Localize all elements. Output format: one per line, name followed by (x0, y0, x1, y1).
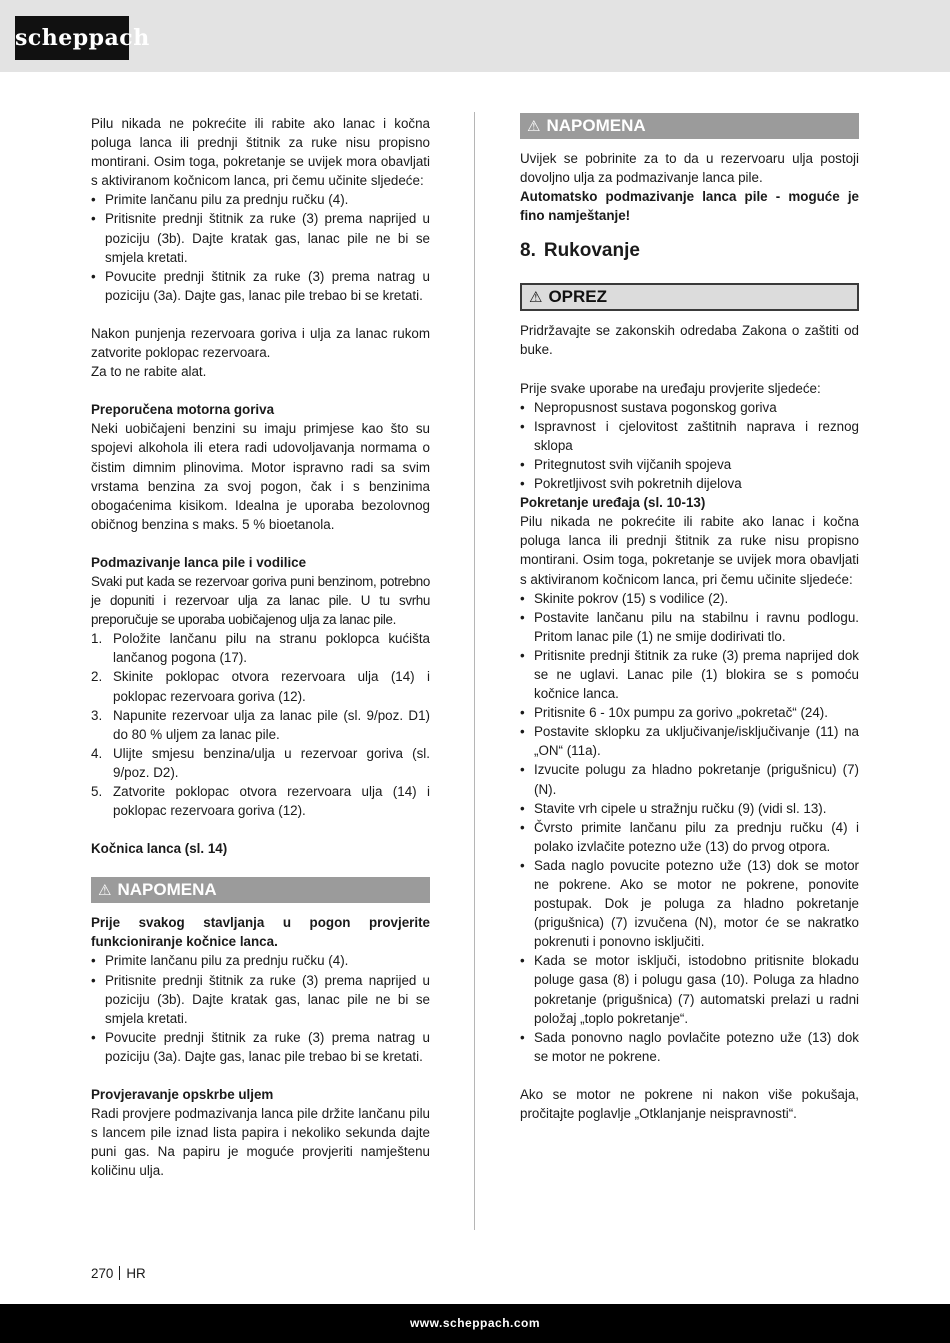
language-code: HR (126, 1266, 146, 1281)
list-item: • Izvucite polugu za hladno pokretanje (prigušnicu) (7) (Ν). (520, 760, 859, 798)
paragraph: Nakon punjenja rezervoara goriva i ulja za lanac rukom zatvorite poklopac rezervoara. (91, 325, 430, 361)
paragraph: Automatsko podmazivanje lanca pile - moguće je fino namještanje! (520, 189, 859, 224)
list-item: • Pritegnutost svih vijčanih spojeva (520, 455, 859, 474)
subheading: Kočnica lanca (sl. 14) (91, 841, 228, 857)
list-item: • Primite lančanu pilu za prednju ručku (4). (91, 951, 430, 970)
bullet-list (520, 589, 859, 1066)
list-item: 5. Zatvorite poklopac otvora rezervoara ulja (14) i poklopac rezervoara goriva (12). (91, 784, 430, 819)
page-footer-label (91, 1266, 146, 1281)
list-item: • Skinite pokrov (15) s vodilice (2). (520, 589, 859, 608)
numbered-list (91, 629, 430, 820)
list-item: • Nepropusnost sustava pogonskog goriva (520, 398, 859, 417)
list-item: • Povucite prednji štitnik za ruke (3) prema natrag u poziciju (3a). Dajte gas, lanac pile trebao bi se kretati. (91, 1028, 430, 1066)
note-box (520, 113, 859, 139)
subheading: Provjeravanje opskrbe uljem (91, 1087, 274, 1103)
paragraph: Ako se motor ne pokrene ni nakon više pokušaja, pročitajte poglavlje „Otklanjanje neispravnosti“. (520, 1086, 859, 1122)
paragraph: Za to ne rabite alat. (91, 364, 207, 380)
paragraph: Svaki put kada se rezervoar goriva puni benzinom, potrebno je dopuniti i rezervoar ulja za lanac pile. U tu svrhu preporučuje se uporaba uobičajenog ulja za lanac pile. (91, 573, 430, 628)
left-column (91, 114, 430, 1181)
subheading: Podmazivanje lanca pile i vodilice (91, 554, 307, 570)
note-box (91, 877, 430, 903)
website-link[interactable]: www.scheppach.com (409, 1316, 541, 1330)
caution-label: OPREZ (548, 287, 608, 307)
bullet-list (91, 190, 430, 305)
note-label: NAPOMENA (117, 880, 217, 900)
column-divider (474, 112, 475, 1230)
list-item: • Pritisnite prednji štitnik za ruke (3) prema naprijed dok se ne uglavi. Lanac pile (1) blokira se s pomoću kočnice lanca. (520, 646, 859, 703)
warning-icon: ⚠ (527, 117, 541, 135)
right-column (520, 113, 859, 1123)
paragraph: Prije svake uporabe na uređaju provjerite sljedeće: (520, 380, 821, 396)
list-item: • Povucite prednji štitnik za ruke (3) prema natrag u poziciju (3a). Dajte gas, lanac pile trebao bi se kretati. (91, 267, 430, 305)
list-item: 3. Napunite rezervoar ulja za lanac pile (sl. 9/poz. D1) do 80 % uljem za lanac pile. (91, 707, 430, 742)
list-item: • Pritisnite 6 - 10x pumpu za gorivo „pokretač“ (24). (520, 703, 859, 722)
paragraph: Prije svakog stavljanja u pogon provjerite funkcioniranje kočnice lanca. (91, 915, 430, 950)
warning-icon: ⚠ (98, 881, 112, 900)
list-item: • Pritisnite prednji štitnik za ruke (3) prema naprijed u poziciju (3b). Dajte kratak gas, lanac pile ne bi se smjela kretati. (91, 209, 430, 266)
brand-logo: scheppach (15, 16, 129, 60)
list-item: 1. Položite lančanu pilu na stranu poklopca kućišta lančanog pogona (17). (91, 631, 430, 666)
paragraph: Radi provjere podmazivanja lanca pile držite lančanu pilu s lancem pile iznad lista papira i nekoliko sekunda dajte puni gas. Na papiru je moguće provjeriti namještenu količinu ulja. (91, 1106, 430, 1179)
subheading: Pokretanje uređaja (sl. 10-13) (520, 495, 706, 511)
section-heading: 8. Rukovanje (520, 240, 640, 262)
bullet-list (520, 398, 859, 493)
list-item: • Pokretljivost svih pokretnih dijelova (520, 474, 859, 493)
paragraph: Pridržavajte se zakonskih odredaba Zakona o zaštiti od buke. (520, 323, 859, 358)
list-item: 2. Skinite poklopac otvora rezervoara ulja (14) i poklopac rezervoara goriva (12). (91, 669, 430, 704)
list-item: • Kada se motor isključi, istodobno pritisnite blokadu poluge gasa (8) i polugu gasa (10). Poluga za hladno pokretanje (prigušnica) (7) automatski prelazi u radni položaj „toplo pokretanje“. (520, 951, 859, 1027)
list-item: • Sada naglo povucite potezno uže (13) dok se motor ne pokrene. Ako se motor ne pokrene, ponovite postupak. Dok je poluga za hladno pokretanje (prigušnica) (7) izvučena (Ν), motor će se nakratko pokrenuti i ponovno isključiti. (520, 856, 859, 951)
note-label: NAPOMENA (546, 116, 646, 135)
paragraph: Uvijek se pobrinite za to da u rezervoaru ulja postoji dovoljno ulja za podmazivanje lanca pile. (520, 151, 859, 186)
list-item: • Čvrsto primite lančanu pilu za prednju ručku (4) i polako izvlačite potezno uže (13) do prvog otpora. (520, 818, 859, 856)
bullet-list (91, 951, 430, 1066)
list-item: • Ispravnost i cjelovitost zaštitnih naprava i reznog sklopa (520, 417, 859, 455)
caution-box (520, 283, 859, 311)
list-item: 4. Ulijte smjesu benzina/ulja u rezervoar goriva (sl. 9/poz. D2). (91, 745, 430, 780)
subheading: Preporučena motorna goriva (91, 402, 275, 418)
list-item: • Stavite vrh cipele u stražnju ručku (9) (vidi sl. 13). (520, 799, 859, 818)
paragraph: Neki uobičajeni benzini su imaju primjese kao što su spojevi alkohola ili etera radi udovoljavanja normama o čistim dimnim plinovima. Motor ispravno radi sa svim vrstama benzina za svoj pogon, čak i s benzinima obogaćenima kisikom. Idealna je uporaba bezolovnog običnog benzina s maks. 5 % bioetanola. (91, 421, 430, 532)
list-item: • Pritisnite prednji štitnik za ruke (3) prema naprijed u poziciju (3b). Dajte kratak gas, lanac pile ne bi se smjela kretati. (91, 971, 430, 1028)
list-item: • Sada ponovno naglo povlačite potezno uže (13) dok se motor ne pokrene. (520, 1028, 859, 1066)
paragraph: Pilu nikada ne pokrećite ili rabite ako lanac i kočna poluga lanca ili prednji štitnik za ruke nisu propisno montirani. Osim toga, pokretanje se uvijek mora obavljati s aktiviranom kočnicom lanca, pri čemu učinite sljedeće: (91, 116, 430, 189)
page-number: 270 (91, 1266, 114, 1281)
list-item: • Primite lančanu pilu za prednju ručku (4). (91, 190, 430, 209)
warning-icon: ⚠ (529, 288, 543, 307)
list-item: • Postavite sklopku za uključivanje/isključivanje (11) na „ON“ (11a). (520, 722, 859, 760)
paragraph: Pilu nikada ne pokrećite ili rabite ako lanac i kočna poluga lanca ili prednji štitnik za ruke nisu propisno montirani. Osim toga, pokretanje se uvijek mora obavljati s aktiviranom kočnicom lanca, pri čemu učinite sljedeće: (520, 514, 859, 587)
list-item: • Postavite lančanu pilu na stabilnu i ravnu podlogu. Pritom lanac pile (1) ne smije dodirivati tlo. (520, 608, 859, 646)
